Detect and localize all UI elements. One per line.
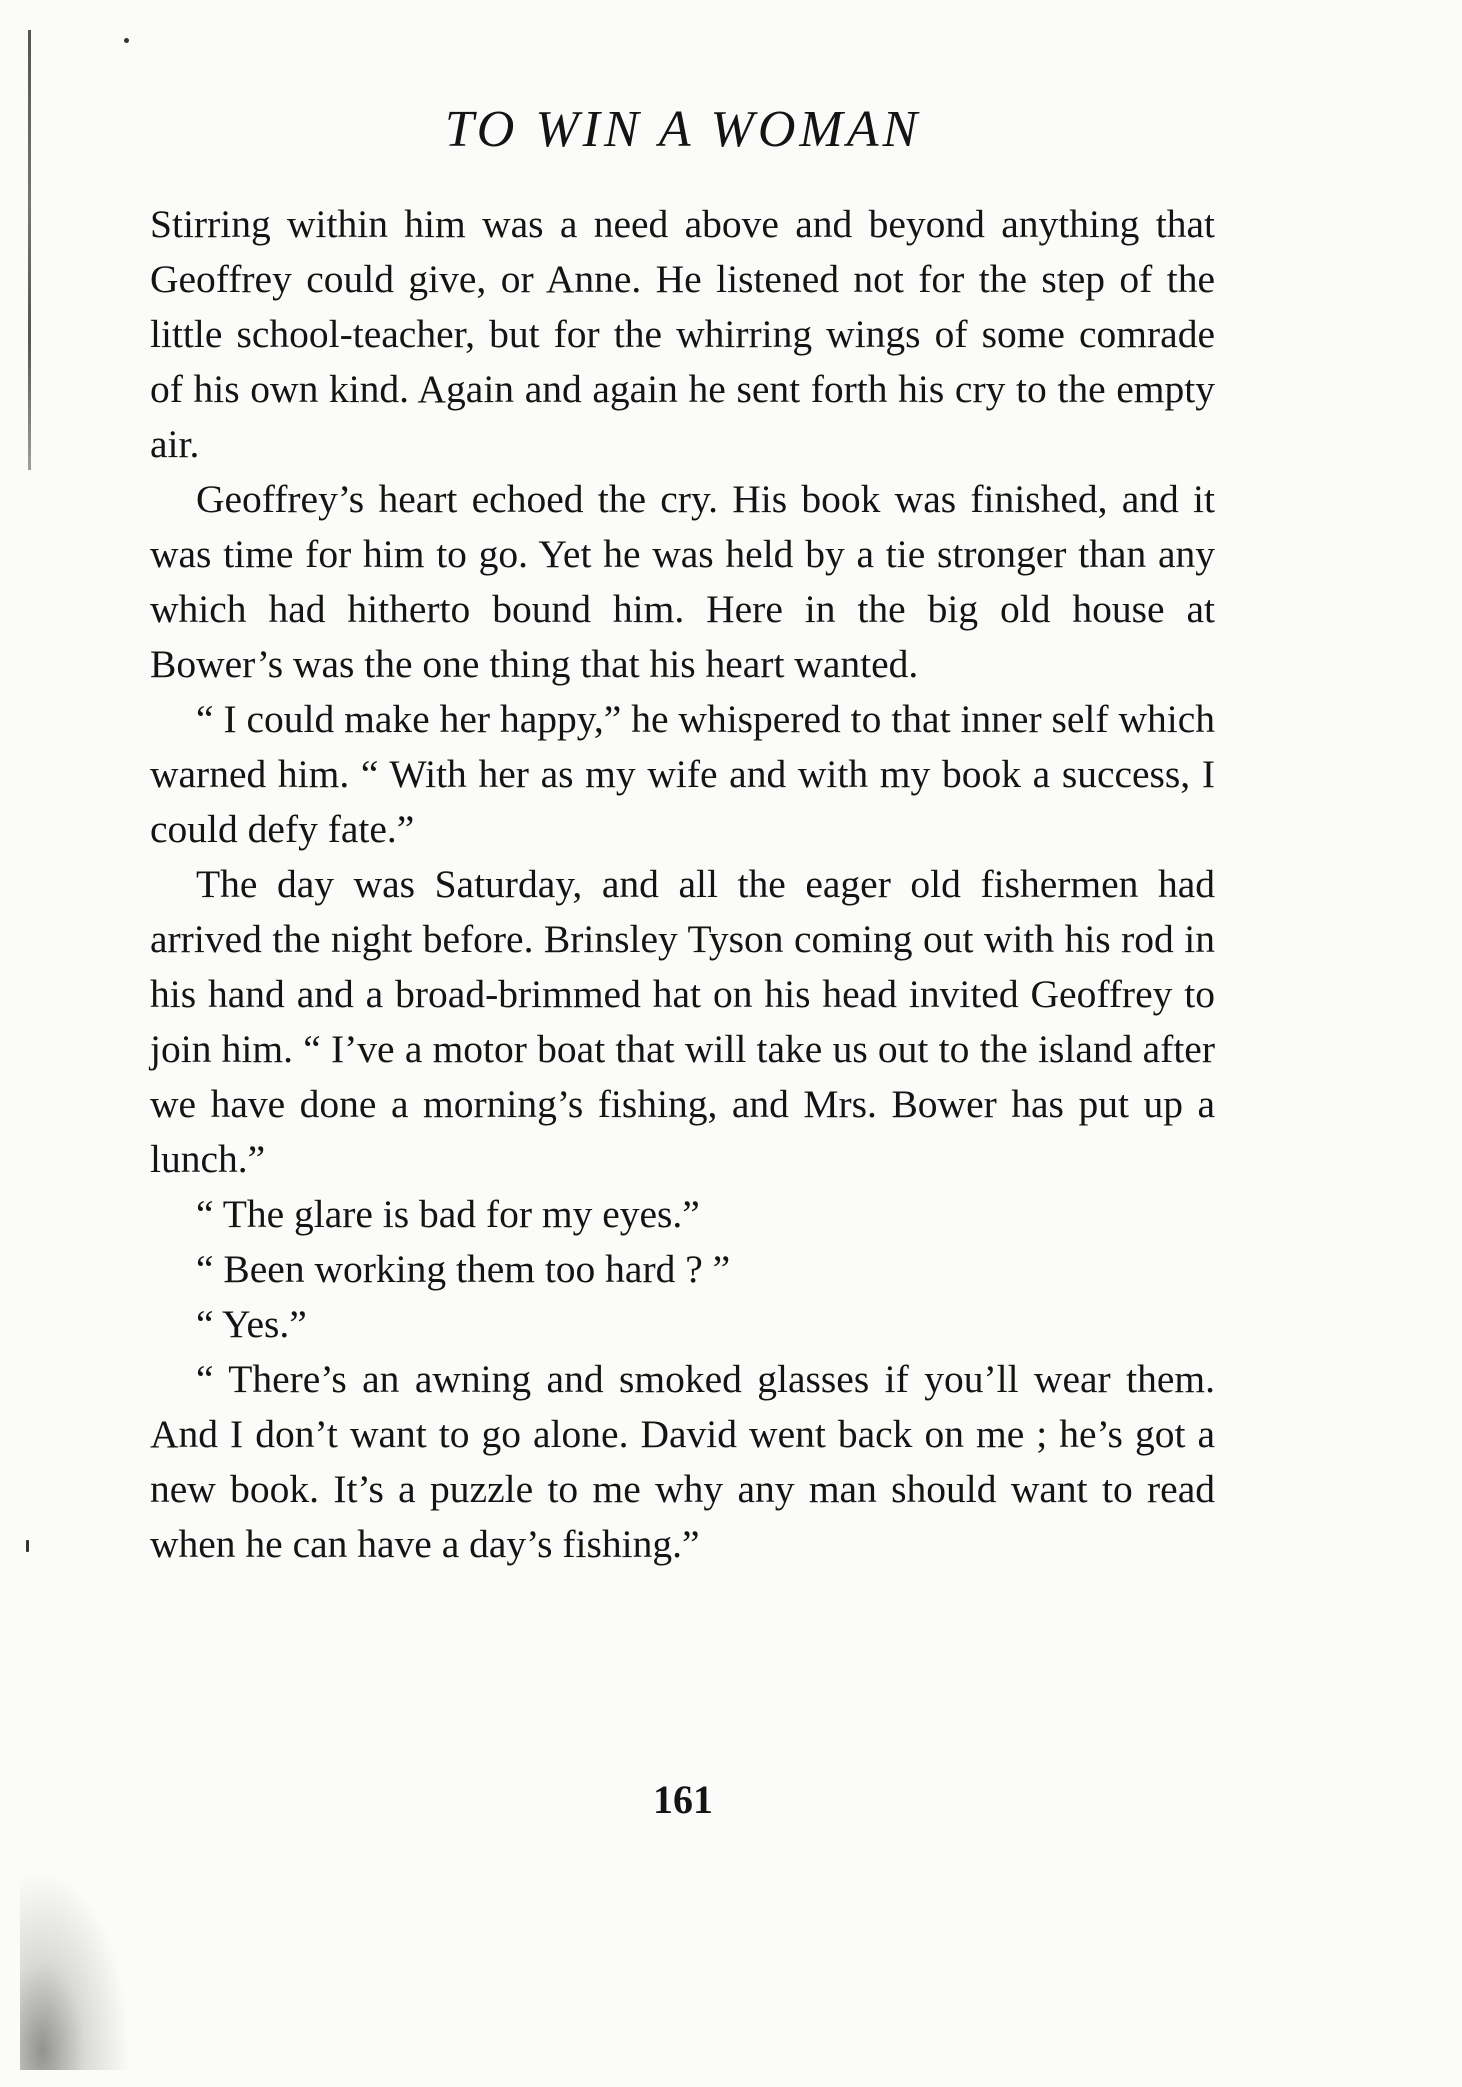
- page-number: 161: [653, 1777, 713, 1822]
- page-smudge: [20, 1870, 130, 2070]
- paragraph: “ There’s an awning and smoked glasses if you’ll wear them. And I don’t want to go alone. David went back on me ; he’s got a new book. It’s a puzzle to me why any man should want to read when he can have a day’s fishing.”: [150, 1357, 1215, 1566]
- running-head: TO WIN A WOMAN: [444, 101, 922, 158]
- paragraph: Geoffrey’s heart echoed the cry. His book was finished, and it was time for him to go. Yet he was held by a tie stronger than any which had hitherto bound him. Here in the big old house at Bower’s was the one thing that his heart wanted.: [150, 477, 1215, 686]
- print-speck: [124, 38, 129, 43]
- binding-edge: [28, 30, 31, 470]
- paragraph: The day was Saturday, and all the eager old fishermen had arrived the night before. Brinsley Tyson coming out with his rod in his hand and a broad-brimmed hat on his head invited Geoffrey to join him. “ I’ve a motor boat that will take us out to the island after we have done a morning’s fishing, and Mrs. Bower has put up a lunch.”: [150, 862, 1215, 1181]
- body-text: [150, 197, 1215, 1572]
- paragraph: “ I could make her happy,” he whispered to that inner self which warned him. “ With her as my wife and with my book a success, I could defy fate.”: [150, 697, 1215, 851]
- paragraph: Stirring within him was a need above and beyond anything that Geoffrey could give, or Anne. He listened not for the step of the little school-teacher, but for the whirring wings of some comrade of his own kind. Again and again he sent forth his cry to the empty air.: [150, 202, 1215, 466]
- paragraph: “ Been working them too hard ? ”: [196, 1247, 731, 1291]
- paragraph: “ The glare is bad for my eyes.”: [196, 1192, 700, 1236]
- paragraph: “ Yes.”: [196, 1302, 307, 1346]
- print-speck: [26, 1540, 29, 1552]
